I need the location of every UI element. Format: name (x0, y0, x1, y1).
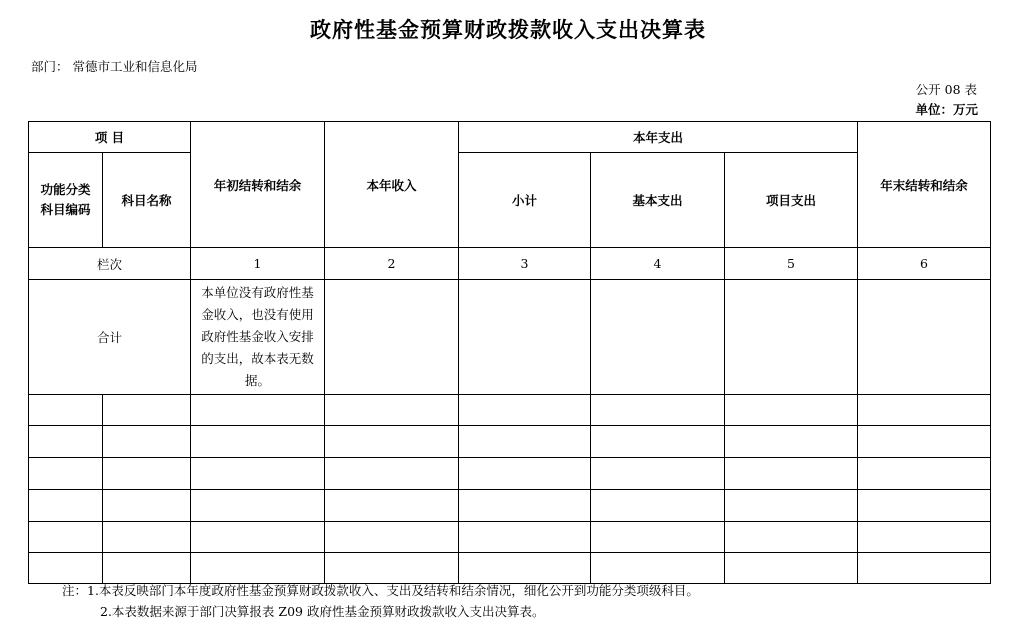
header-expense-group: 本年支出 (459, 122, 858, 153)
col-number: 4 (591, 248, 725, 280)
table-cell (858, 280, 991, 395)
col-number: 1 (191, 248, 325, 280)
table-cell (591, 280, 725, 395)
unit-label: 单位：万元 (915, 102, 978, 117)
table-cell (459, 280, 591, 395)
table-cell (725, 280, 858, 395)
form-number: 公开 08 表 (915, 82, 977, 97)
footnotes (62, 580, 699, 622)
header-project: 项 目 (29, 122, 191, 153)
footnote-1: 注：1.本表反映部门本年度政府性基金预算财政拨款收入、支出及结转和结余情况，细化公开到功能分类项级科目。 (62, 583, 699, 598)
col-number: 5 (725, 248, 858, 280)
table-row (29, 553, 991, 584)
header-income: 本年收入 (325, 122, 459, 248)
header-subtotal: 小计 (459, 153, 591, 248)
header-project-expense: 项目支出 (725, 153, 858, 248)
col-number: 3 (459, 248, 591, 280)
table-row (29, 490, 991, 522)
total-note: 本单位没有政府性基金收入，也没有使用政府性基金收入安排的支出，故本表无数据。 (191, 280, 325, 395)
col-number: 2 (325, 248, 459, 280)
table-cell (325, 280, 459, 395)
header-func-code: 功能分类 科目编码 (29, 153, 103, 248)
department-label: 部门： 常德市工业和信息化局 (31, 59, 198, 74)
budget-table (28, 121, 991, 584)
table-row (29, 458, 991, 490)
col-index-label: 栏次 (29, 248, 191, 280)
col-number: 6 (858, 248, 991, 280)
total-label: 合计 (29, 280, 191, 395)
page-title: 政府性基金预算财政拨款收入支出决算表 (310, 18, 706, 42)
table-row (29, 522, 991, 553)
table-row (29, 395, 991, 426)
footnote-2: 2.本表数据来源于部门决算报表 Z09 政府性基金预算财政拨款收入支出决算表。 (100, 604, 545, 619)
header-basic-expense: 基本支出 (591, 153, 725, 248)
table-row (29, 426, 991, 458)
header-closing-balance: 年末结转和结余 (858, 122, 991, 248)
header-subject-name: 科目名称 (103, 153, 191, 248)
header-opening-balance: 年初结转和结余 (191, 122, 325, 248)
